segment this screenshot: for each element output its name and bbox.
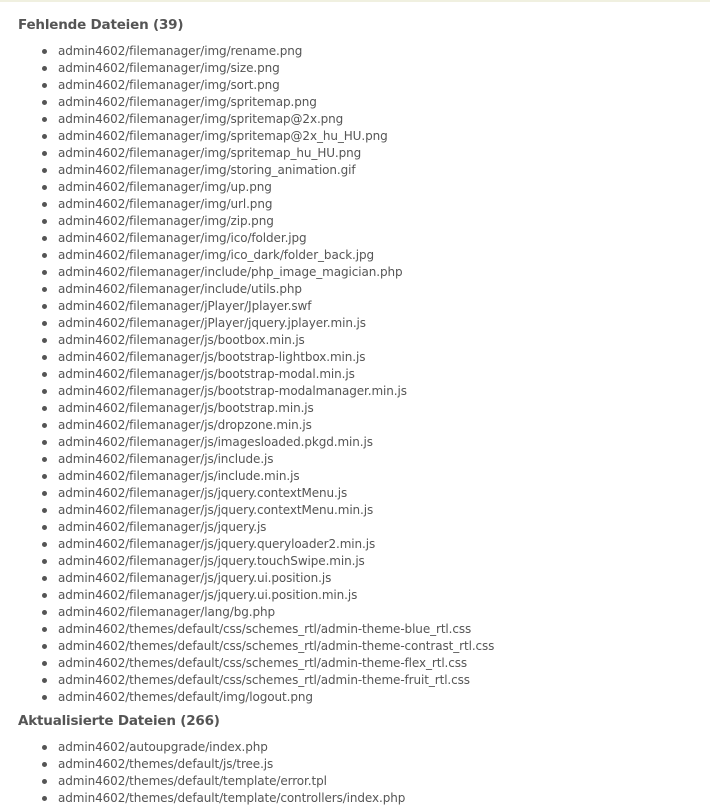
bullet-icon [42, 49, 47, 54]
file-list-item [18, 400, 710, 417]
bullet-icon [42, 762, 47, 767]
file-path: admin4602/filemanager/js/imagesloaded.pkgd.min.js [58, 435, 373, 449]
file-list-item [18, 43, 710, 60]
file-path: admin4602/themes/default/img/logout.png [58, 690, 313, 704]
file-list-item [18, 315, 710, 332]
bullet-icon [42, 474, 47, 479]
file-list-item [18, 111, 710, 128]
file-list-item [18, 621, 710, 638]
file-path: admin4602/themes/default/template/error.tpl [58, 774, 327, 788]
bullet-icon [42, 661, 47, 666]
file-path: admin4602/filemanager/jPlayer/jquery.jplayer.min.js [58, 316, 366, 330]
file-path: admin4602/filemanager/include/php_image_magician.php [58, 265, 403, 279]
file-path: admin4602/filemanager/js/jquery.contextMenu.min.js [58, 503, 374, 517]
bullet-icon [42, 66, 47, 71]
file-list-item [18, 689, 710, 706]
file-list-item [18, 468, 710, 485]
file-path: admin4602/themes/default/css/schemes_rtl/admin-theme-flex_rtl.css [58, 656, 468, 670]
bullet-icon [42, 406, 47, 411]
file-path: admin4602/filemanager/js/bootbox.min.js [58, 333, 305, 347]
file-path: admin4602/filemanager/js/bootstrap-modal.min.js [58, 367, 355, 381]
file-path: admin4602/filemanager/include/utils.php [58, 282, 302, 296]
file-path: admin4602/filemanager/img/spritemap_hu_HU.png [58, 146, 362, 160]
file-path: admin4602/filemanager/js/jquery.js [58, 520, 267, 534]
bullet-icon [42, 542, 47, 547]
bullet-icon [42, 185, 47, 190]
file-path: admin4602/filemanager/js/jquery.contextMenu.js [58, 486, 348, 500]
file-path: admin4602/filemanager/js/jquery.ui.position.js [58, 571, 332, 585]
bullet-icon [42, 423, 47, 428]
file-list-item [18, 366, 710, 383]
file-path: admin4602/filemanager/img/spritemap.png [58, 95, 317, 109]
bullet-icon [42, 389, 47, 394]
file-path: admin4602/filemanager/js/dropzone.min.js [58, 418, 312, 432]
file-list-item [18, 655, 710, 672]
file-path: admin4602/filemanager/img/rename.png [58, 44, 303, 58]
bullet-icon [42, 117, 47, 122]
file-list-item [18, 604, 710, 621]
file-path: admin4602/filemanager/jPlayer/Jplayer.swf [58, 299, 312, 313]
file-list-item [18, 298, 710, 315]
bullet-icon [42, 796, 47, 801]
file-list-item [18, 128, 710, 145]
updated-files-section [18, 711, 710, 807]
file-path: admin4602/filemanager/js/jquery.ui.position.min.js [58, 588, 358, 602]
file-path: admin4602/filemanager/img/storing_animation.gif [58, 163, 356, 177]
file-path: admin4602/themes/default/template/controllers/index.php [58, 791, 406, 805]
updated-files-list [18, 739, 710, 807]
file-path: admin4602/themes/default/css/schemes_rtl/admin-theme-fruit_rtl.css [58, 673, 470, 687]
file-path: admin4602/filemanager/js/bootstrap-lightbox.min.js [58, 350, 366, 364]
file-list-item [18, 638, 710, 655]
file-list-item [18, 485, 710, 502]
bullet-icon [42, 457, 47, 462]
file-path: admin4602/filemanager/js/jquery.queryloader2.min.js [58, 537, 376, 551]
top-divider [0, 0, 710, 2]
bullet-icon [42, 695, 47, 700]
file-path: admin4602/filemanager/img/ico_dark/folder_back.jpg [58, 248, 375, 262]
bullet-icon [42, 525, 47, 530]
bullet-icon [42, 372, 47, 377]
file-list-item [18, 77, 710, 94]
bullet-icon [42, 219, 47, 224]
file-path: admin4602/filemanager/img/sort.png [58, 78, 280, 92]
bullet-icon [42, 440, 47, 445]
file-list-item [18, 145, 710, 162]
bullet-icon [42, 151, 47, 156]
file-list-item [18, 281, 710, 298]
file-path: admin4602/themes/default/js/tree.js [58, 757, 274, 771]
file-list-item [18, 451, 710, 468]
bullet-icon [42, 491, 47, 496]
bullet-icon [42, 644, 47, 649]
file-path: admin4602/filemanager/img/spritemap@2x.png [58, 112, 344, 126]
file-path: admin4602/filemanager/img/zip.png [58, 214, 274, 228]
missing-files-list [18, 43, 710, 706]
file-list-item [18, 196, 710, 213]
bullet-icon [42, 100, 47, 105]
file-list-item [18, 179, 710, 196]
file-list-item [18, 434, 710, 451]
file-path: admin4602/filemanager/img/up.png [58, 180, 272, 194]
file-list-item [18, 790, 710, 807]
file-list-item [18, 739, 710, 756]
file-path: admin4602/autoupgrade/index.php [58, 740, 268, 754]
bullet-icon [42, 338, 47, 343]
bullet-icon [42, 287, 47, 292]
updated-files-heading: Aktualisierte Dateien (266) [18, 713, 220, 729]
file-list-item [18, 672, 710, 689]
bullet-icon [42, 270, 47, 275]
file-path: admin4602/filemanager/js/jquery.touchSwipe.min.js [58, 554, 365, 568]
file-list-item [18, 213, 710, 230]
file-list-item [18, 349, 710, 366]
bullet-icon [42, 202, 47, 207]
file-path: admin4602/filemanager/js/include.min.js [58, 469, 300, 483]
bullet-icon [42, 593, 47, 598]
file-list-item [18, 247, 710, 264]
file-path: admin4602/filemanager/lang/bg.php [58, 605, 275, 619]
file-list-item [18, 94, 710, 111]
file-list-item [18, 519, 710, 536]
file-path: admin4602/filemanager/js/bootstrap.min.js [58, 401, 314, 415]
bullet-icon [42, 236, 47, 241]
bullet-icon [42, 508, 47, 513]
file-list-item [18, 536, 710, 553]
bullet-icon [42, 321, 47, 326]
file-list-item [18, 383, 710, 400]
file-path: admin4602/filemanager/img/url.png [58, 197, 273, 211]
bullet-icon [42, 559, 47, 564]
bullet-icon [42, 576, 47, 581]
file-path: admin4602/filemanager/js/include.js [58, 452, 274, 466]
file-path: admin4602/filemanager/img/spritemap@2x_hu_HU.png [58, 129, 388, 143]
bullet-icon [42, 83, 47, 88]
bullet-icon [42, 678, 47, 683]
bullet-icon [42, 134, 47, 139]
file-list-item [18, 230, 710, 247]
missing-files-heading: Fehlende Dateien (39) [18, 17, 184, 33]
file-list-item [18, 587, 710, 604]
file-list-item [18, 502, 710, 519]
bullet-icon [42, 779, 47, 784]
file-list-item [18, 60, 710, 77]
bullet-icon [42, 627, 47, 632]
file-path: admin4602/themes/default/css/schemes_rtl/admin-theme-blue_rtl.css [58, 622, 472, 636]
file-path: admin4602/filemanager/js/bootstrap-modalmanager.min.js [58, 384, 407, 398]
file-list-item [18, 162, 710, 179]
missing-files-section [18, 15, 710, 706]
file-list-item [18, 570, 710, 587]
file-path: admin4602/filemanager/img/ico/folder.jpg [58, 231, 307, 245]
file-list-item [18, 332, 710, 349]
bullet-icon [42, 304, 47, 309]
bullet-icon [42, 355, 47, 360]
file-list-item [18, 417, 710, 434]
bullet-icon [42, 253, 47, 258]
bullet-icon [42, 745, 47, 750]
file-list-item [18, 773, 710, 790]
file-path: admin4602/filemanager/img/size.png [58, 61, 280, 75]
file-list-item [18, 756, 710, 773]
file-path: admin4602/themes/default/css/schemes_rtl/admin-theme-contrast_rtl.css [58, 639, 495, 653]
bullet-icon [42, 610, 47, 615]
file-list-item [18, 553, 710, 570]
file-list-item [18, 264, 710, 281]
bullet-icon [42, 168, 47, 173]
